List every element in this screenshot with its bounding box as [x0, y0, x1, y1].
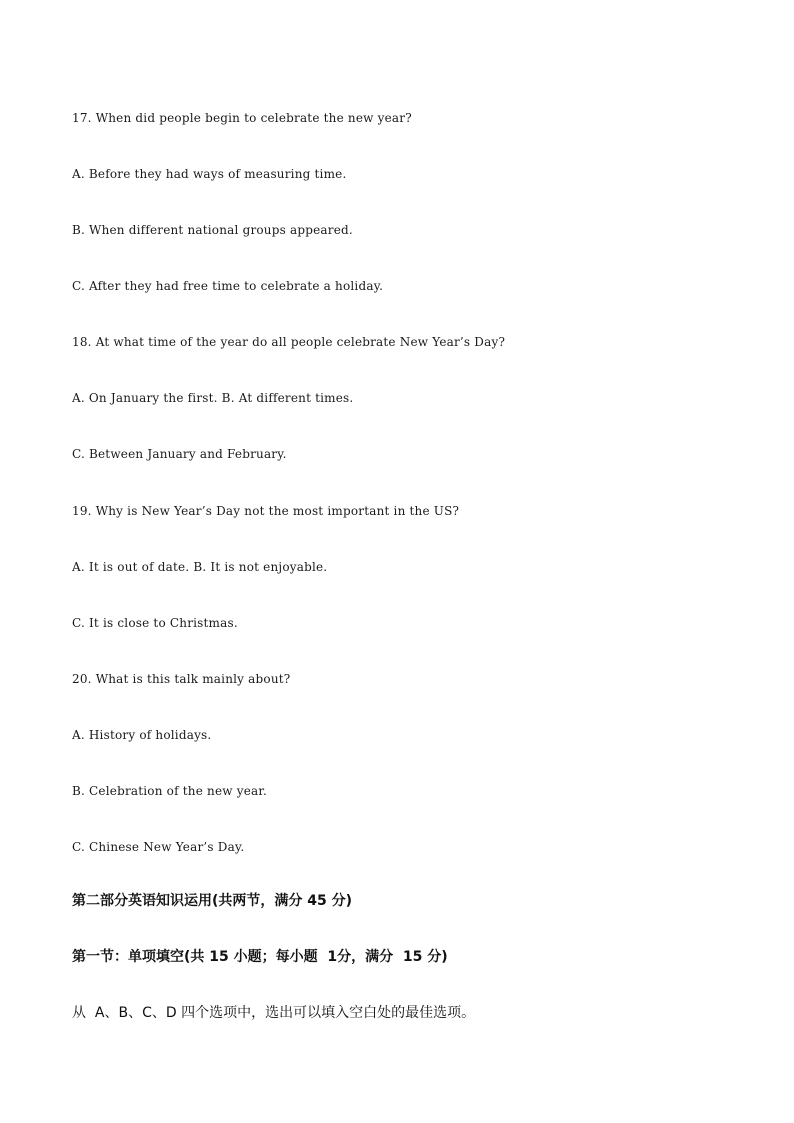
question-19-options-ab: A. It is out of date. B. It is not enjoyable. [72, 560, 328, 574]
part-two-heading: 第二部分英语知识运用(共两节，满分 45 分) [72, 893, 353, 909]
question-18-options-ab: A. On January the first. B. At different times. [72, 391, 354, 405]
question-17-option-b: B. When different national groups appeared. [72, 223, 353, 237]
question-17-option-a: A. Before they had ways of measuring time. [72, 167, 347, 181]
question-20-option-b: B. Celebration of the new year. [72, 784, 268, 798]
question-17-option-c: C. After they had free time to celebrate a holiday. [72, 279, 384, 293]
question-20-option-a: A. History of holidays. [72, 728, 212, 742]
question-20-stem: 20. What is this talk mainly about? [72, 672, 291, 686]
question-17-stem: 17. When did people begin to celebrate the new year? [72, 111, 412, 125]
question-19-stem: 19. Why is New Year’s Day not the most important in the US? [72, 504, 460, 518]
question-20-option-c: C. Chinese New Year’s Day. [72, 840, 245, 854]
question-19-option-c: C. It is close to Christmas. [72, 616, 238, 630]
question-18-stem: 18. At what time of the year do all people celebrate New Year’s Day? [72, 335, 506, 349]
question-18-option-c: C. Between January and February. [72, 447, 287, 461]
section-one-instruction: 从 A、B、C、D 四个选项中，选出可以填入空白处的最佳选项。 [72, 1005, 476, 1021]
section-one-heading: 第一节：单项填空(共 15 小题；每小题 1分，满分 15 分) [72, 949, 448, 965]
